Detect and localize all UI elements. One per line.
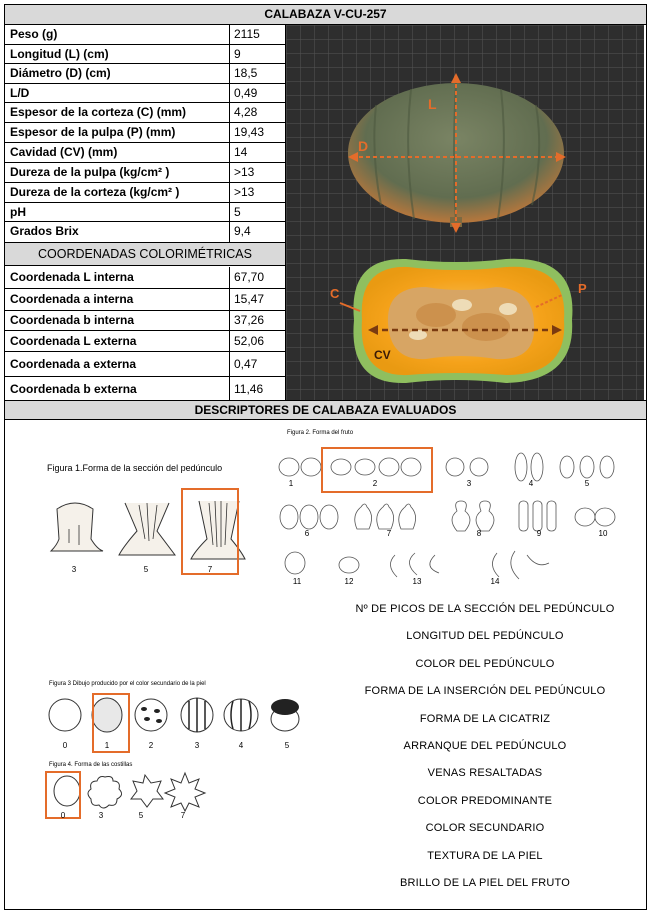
list-item: COLOR SECUNDARIO xyxy=(425,822,545,834)
row-value: 9 xyxy=(234,47,241,61)
table-row xyxy=(5,143,285,163)
fig1-number: 7 xyxy=(207,565,213,574)
colorimetric-header: COORDENADAS COLORIMÉTRICAS xyxy=(5,242,285,266)
fig2-number: 5 xyxy=(584,479,590,488)
fig2-number: 4 xyxy=(528,479,534,488)
table-row xyxy=(5,103,285,123)
row-value: 5 xyxy=(234,205,241,219)
figure1-selection-box xyxy=(181,488,239,575)
row-label: Coordenada b interna xyxy=(10,313,135,327)
table-row xyxy=(5,64,285,84)
table-row xyxy=(5,84,285,103)
row-label: Dureza de la pulpa (kg/cm² ) xyxy=(10,165,170,179)
skin-pattern-0-icon xyxy=(49,699,81,731)
fig3-number: 3 xyxy=(194,741,200,750)
figure2-title: Figura 2. Forma del fruto xyxy=(287,430,354,436)
list-item: COLOR DEL PEDÚNCULO xyxy=(415,658,555,670)
fig3-number: 5 xyxy=(284,741,290,750)
figure3-drawings xyxy=(47,693,317,737)
row-value: >13 xyxy=(234,165,255,179)
fig2-number: 1 xyxy=(288,479,294,488)
length-label: L xyxy=(428,96,437,112)
list-item: TEXTURA DE LA PIEL xyxy=(427,850,543,862)
row-label: Coordenada b externa xyxy=(10,382,137,396)
row-label: Coordenada a externa xyxy=(10,357,137,371)
fig2-number: 9 xyxy=(536,529,542,538)
list-item: ARRANQUE DEL PEDÚNCULO xyxy=(403,740,567,752)
row-label: Dureza de la corteza (kg/cm² ) xyxy=(10,185,180,199)
row-label: Coordenada L externa xyxy=(10,334,137,348)
table-row xyxy=(5,266,285,289)
fig4-number: 5 xyxy=(138,811,144,820)
fig2-number: 13 xyxy=(412,577,422,586)
data-sheet xyxy=(4,4,647,910)
column-divider xyxy=(229,267,230,401)
row-label: Cavidad (CV) (mm) xyxy=(10,145,118,159)
fig3-number: 4 xyxy=(238,741,244,750)
row-value: 9,4 xyxy=(234,224,251,238)
row-label: pH xyxy=(10,205,26,219)
row-value: 19,43 xyxy=(234,125,265,139)
rib-shape-5-icon xyxy=(131,775,163,807)
table-row xyxy=(5,311,285,331)
table-row xyxy=(5,352,285,377)
fig2-number: 7 xyxy=(386,529,392,538)
row-label: Coordenada L interna xyxy=(10,270,134,284)
list-item: VENAS RESALTADAS xyxy=(427,767,543,779)
row-value: 2115 xyxy=(234,27,260,41)
list-item: COLOR PREDOMINANTE xyxy=(417,795,553,807)
fig4-number: 3 xyxy=(98,811,104,820)
fig4-number: 7 xyxy=(180,811,186,820)
row-value: 0,49 xyxy=(234,86,258,100)
sheet-title: CALABAZA V-CU-257 xyxy=(5,5,646,25)
table-row xyxy=(5,331,285,352)
column-divider xyxy=(229,25,230,242)
table-row xyxy=(5,203,285,222)
row-label: L/D xyxy=(10,86,30,100)
row-label: Espesor de la corteza (C) (mm) xyxy=(10,105,187,119)
fig2-number: 11 xyxy=(292,577,302,586)
row-value: >13 xyxy=(234,185,255,199)
row-value: 18,5 xyxy=(234,66,258,80)
peduncle-5-icon xyxy=(119,503,175,555)
table-row xyxy=(5,222,285,242)
list-item: FORMA DE LA CICATRIZ xyxy=(419,713,551,725)
row-value: 4,28 xyxy=(234,105,258,119)
row-label: Coordenada a interna xyxy=(10,292,134,306)
figure3-title: Figura 3 Dibujo producido por el color secundario de la piel xyxy=(49,681,206,687)
descriptors-header: DESCRIPTORES DE CALABAZA EVALUADOS xyxy=(5,400,646,420)
row-value: 11,46 xyxy=(234,382,264,396)
fig2-number: 10 xyxy=(598,529,608,538)
fig4-number: 0 xyxy=(60,811,66,820)
pulp-label: P xyxy=(578,281,587,296)
pumpkin-illustration xyxy=(286,25,644,400)
rind-label: C xyxy=(330,286,340,301)
list-item: LONGITUD DEL PEDÚNCULO xyxy=(406,630,564,642)
fig1-number: 3 xyxy=(71,565,77,574)
row-value: 67,70 xyxy=(234,270,265,284)
skin-pattern-2-icon xyxy=(135,699,167,731)
table-row xyxy=(5,289,285,311)
fig2-number: 8 xyxy=(476,529,482,538)
row-label: Diámetro (D) (cm) xyxy=(10,66,111,80)
row-label: Espesor de la pulpa (P) (mm) xyxy=(10,125,176,139)
row-value: 0,47 xyxy=(234,357,258,371)
fig3-number: 1 xyxy=(104,741,110,750)
pumpkin-photo xyxy=(286,25,644,400)
table-row xyxy=(5,45,285,64)
table-row xyxy=(5,377,285,400)
row-label: Grados Brix xyxy=(10,224,79,238)
peduncle-3-icon xyxy=(51,503,103,551)
fig2-number: 14 xyxy=(490,577,500,586)
row-value: 52,06 xyxy=(234,334,265,348)
table-row xyxy=(5,123,285,143)
figure1-title: Figura 1.Forma de la sección del pedúnculo xyxy=(47,463,223,473)
fig1-number: 5 xyxy=(143,565,149,574)
fig3-number: 0 xyxy=(62,741,68,750)
rib-shape-7-icon xyxy=(165,773,205,811)
table-row xyxy=(5,183,285,203)
list-item: FORMA DE LA INSERCIÓN DEL PEDÚNCULO xyxy=(364,685,606,697)
list-item: BRILLO DE LA PIEL DEL FRUTO xyxy=(399,877,571,889)
rib-shape-3-icon xyxy=(88,777,122,809)
fig2-number: 6 xyxy=(304,529,310,538)
row-value: 15,47 xyxy=(234,292,265,306)
row-label: Longitud (L) (cm) xyxy=(10,47,109,61)
table-row xyxy=(5,25,285,45)
fig3-number: 2 xyxy=(148,741,154,750)
cavity-label: CV xyxy=(374,348,391,362)
row-value: 37,26 xyxy=(234,313,265,327)
row-value: 14 xyxy=(234,145,248,159)
cut-pumpkin xyxy=(340,259,572,383)
fig2-number: 3 xyxy=(466,479,472,488)
fig2-number: 2 xyxy=(372,479,378,488)
list-item: Nº DE PICOS DE LA SECCIÓN DEL PEDÚNCULO xyxy=(355,603,615,615)
fig2-number: 12 xyxy=(344,577,354,586)
figure4-title: Figura 4. Forma de las costillas xyxy=(49,762,133,768)
table-row xyxy=(5,163,285,183)
diameter-label: D xyxy=(358,138,369,154)
row-label: Peso (g) xyxy=(10,27,58,41)
